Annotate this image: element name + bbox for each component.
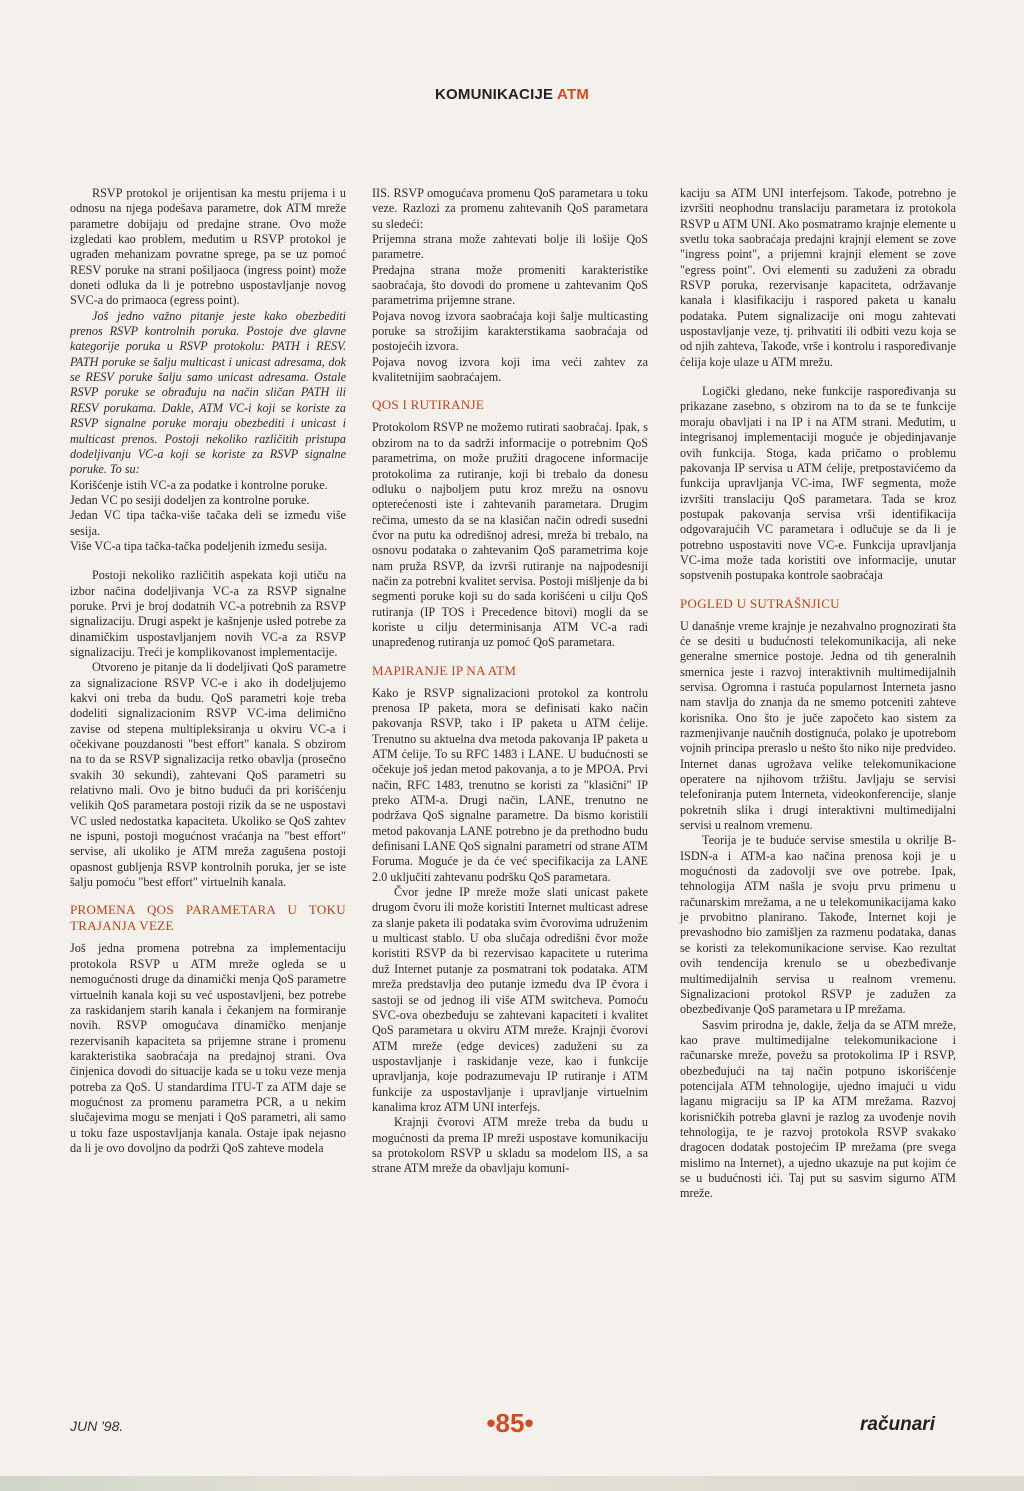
header-title-accent: ATM <box>557 86 590 103</box>
paragraph: Kako je RSVP signalizacioni protokol za kontrolu prenosa IP paketa, mora se definisati kako način pakovanja RSVP, tako i IP paketa u ATM ćelije. Trenutno su aktuelna dva metoda pakovanja IP paketa u ATM ćelije. To su RFC 1483 i LANE. U budućnosti se očekuje još jedan metod pakovanja, a to je MPOA. Prvi način, RFC 1483, trenutno se koristi za "klasični" IP preko ATM-a. Drugi način, LANE, trenutno ne podržava QoS signalne parametre. Da bismo koristili metod pakovanja LANE potrebno je da prethodno budu definisani LANE QoS signalni parametri od strane ATM Foruma. Moguće je da će već specifikacija za LANE 2.0 uključiti zahtevanu podršku QoS parametara. <box>372 685 648 884</box>
page-bottom-edge <box>0 1476 1024 1491</box>
section-heading: PROMENA QOS PARAMETARA U TOKU TRAJANJA VEZE <box>70 902 346 934</box>
paragraph: Još jedna promena potrebna za implementaciju protokola RSVP u ATM mreže ogleda se u nemogućnosti druge da dinamički menja QoS parametre virtuelnih kanala koji su već uspostavljeni, bez potrebe za raskidanjem starih kanala i čekanjem na formiranje novih. RSVP omogućava dinamičko menjanje rezervisanih kapaciteta sa prijemne strane i promenu karakteristika saobraćaja na predajnoj strani. Ova činjenica dovodi do situacije kada se u toku veze menja potreba za QoS. U standardima ITU-T za ATM daje se mogućnost za promenu parametra PCR, a u nekim slučajevima mogu se menjati i QoS parametri, ali samo u toku faze uspostavljanja kanala. Ostaje ipak nejasno da li je ovo dovoljno da podrži QoS zahteve modela <box>70 941 346 1155</box>
list-item: Više VC-a tipa tačka-tačka podeljenih između sesija. <box>70 538 328 553</box>
list-item: Predajna strana može promeniti karakteristike saobraćaja, što dovodi do promene u zahtevanim QoS parametrima prijemne strane. <box>372 262 648 308</box>
list-item: Pojava novog izvora saobraćaja koji šalje multicasting poruke sa strožijim karakterstikama saobraćaja od postojećih izvora. <box>372 308 648 354</box>
paragraph: Krajnji čvorovi ATM mreže treba da budu u mogućnosti da prema IP mreži uspostave komunikaciju sa protokolom RSVP u skladu sa modelom IIS, a sa strane ATM mreže da obavljaju komuni- <box>372 1115 648 1176</box>
paragraph: Postoji nekoliko različitih aspekata koji utiču na izbor načina dodeljivanja VC-a za RSVP signalne poruke. Prvi je broj dodatnih VC-a potrebnih za RSVP signalizaciju. Drugi aspekt je kašnjenje usled potrebe za dinamičkim uspostavljanjem novih VC-a za RSVP signalizaciju. Treći je komplikovanost implementacije. <box>70 568 346 659</box>
paragraph: Logički gledano, neke funkcije raspoređivanja su prikazane zasebno, s obzirom na to da se te funkcije moraju obavljati i na IP i na ATM strani. Međutim, u integrisanoj implementaciji moguće je objedinjavanje ovih funkcija. Stoga, kada pričamo o problemu pakovanja IP servisa u ATM ćelije, pretpostavićemo da funkcija upravljanja VC-ima, IWF segmenta, može izvršiti translaciju QoS parametara. Tada se kroz postupak pakovanja servisa vrši identifikacija odgovarajućih VC parametara i odlučuje se da li je potrebno uspostaviti nove VC-e. Funkcija upravljanja VC-ima može tada koristiti ove informacije, unutar sopstvenih postupaka kontrole saobraćaja <box>680 384 956 583</box>
column-3 <box>680 186 956 1202</box>
issue-date: JUN '98. <box>70 1418 124 1434</box>
paragraph: Protokolom RSVP ne možemo rutirati saobraćaj. Ipak, s obzirom na to da sadrži informacije o potrebnim QoS parametrima, on može pružiti dragocene informacije protokolima za rutiranje, koji bi trebalo da donesu odluku o najboljem putu kroz mrežu na osnovu opterećenosti iste i zahtevanih parametara. Drugim rečima, umesto da se na klasičan način odredi susedni čvor na putu ka odredišnoj adresi, mreža bi trebalo, na osnovu podataka o zahtevanim QoS parametrima koje nam pruža RSVP, da izvrši rutiranje na najpodesniji način za potrebni kvalitet servisa. Postoji mišljenje da bi segmenti poruke koji su do sada korišćeni u cilju QoS rutiranja (IP TOS i Precedence bitovi) mogli da se koriste u cilju determinisanja ATM VC-a radi unapređenog rutiranja uz pomoć QoS parametara. <box>372 420 648 650</box>
column-1 <box>70 186 346 1156</box>
paragraph: Otvoreno je pitanje da li dodeljivati QoS parametre za signalizacione RSVP VC-e i ako ih dodeljujemo kakvi oni treba da budu. QoS parametri koje treba dodeliti signalizacionim RSVP VC-ima delimično zavise od stepena multipleksiranja u okviru VC-a i očekivane pouzdanosti "best effort" kanala. S obzirom na to da se RSVP signalizacija retko obavlja (prosečno svakih 30 sekundi), zahtevani QoS parametri su relativno mali. Ovo je bitno budući da pri korišćenju velikih QoS parametara postoji rizik da se ne uspostavi VC usled nedostatka kapaciteta. Ukoliko se QoS zahtev ne ispuni, postoji mogućnost vraćanja na "best effort" servise, ali ukoliko je ATM mreža zagušena postoji opasnost gubljenja RSVP kontrolnih poruka, jer se iste šalju pomoću "best effort" virtuelnih kanala. <box>70 660 346 890</box>
list-item: Prijemna strana može zahtevati bolje ili lošije QoS parametre. <box>372 232 648 262</box>
page-header <box>0 86 1024 103</box>
magazine-name: računari <box>860 1414 935 1435</box>
paragraph: U današnje vreme krajnje je nezahvalno prognozirati šta će se desiti u budućnosti telekomunikacija, ali neke generalne smernice postoje. Jedna od tih generalnih smernica jeste i razvoj interaktivnih multimedijalnih servisa. Ogromna i rastuća popularnost Interneta jasno nam stavlja do znanja da ne smemo potceniti zahteve korisnika. Ono što je juče započeto kao sistem za razmenjivanje naučnih dostignuća, polako je upotrebom vojnih principa preraslo u nešto što niko nije predvideo. Internet danas ugrožava velike telekomunikacione operatere na njihovom tržištu. Javljaju se servisi telefoniranja putem Interneta, videokonferencije, slanje pokretnih slika i drugi interaktivni multimedijalni servisi u realnom vremenu. <box>680 618 956 833</box>
paragraph: Čvor jedne IP mreže može slati unicast pakete drugom čvoru ili može koristiti Internet multicast adrese za slanje paketa ili podataka svim čvorovima udruženim u multicast stablo. U oba slučaja odredišni čvor može koristiti RSVP da bi rezervisao kapacitete u ruterima duž Internet putanje za posmatrani tok podataka. ATM mreža predstavlja deo putanje između dva IP čvora i sastoji se od jednog ili više ATM switcheva. Pomoću SVC-ova obezbeđuju se zahtevani kapaciteti i kvalitet QoS parametara u okviru ATM mreže. Krajnji čvorovi ATM mreže (edge devices) zaduženi su za uspostavljanje i raskidanje veze, kao i funkcije upravljanja, koje podrazumevaju IP rutiranje i ATM funkcije za uspostavljanje i upravljanje virtuelnim kanalima kroz ATM UNI interfejs. <box>372 885 648 1114</box>
paragraph: kaciju sa ATM UNI interfejsom. Takođe, potrebno je izvršiti neophodnu translaciju parametara iz protokola RSVP u ATM UNI. Ako posmatramo krajnje elemente u svetlu toka saobraćaja predajni krajnji element se zove "ingress point", a prijemni krajnji element se zove "egress point". Ovi elementi su zaduženi za obradu RSVP poruka, rezervisanje kapaciteta, održavanje kanala i klasifikaciju i raspored paketa u kanalu podataka. Putem signalizacije oni mogu zahtevati uspostavljanje veze, tj. prihvatiti ili odbiti vezu koja se od njih zahteva, Takođe, vrše i kontrolu i raspoređivanje ćelija koje ulaze u ATM mrežu. <box>680 186 956 369</box>
paragraph: Sasvim prirodna je, dakle, želja da se ATM mreže, kao prave multimedijalne telekomunikacione i računarske mreže, povežu sa protokolima IP i RSVP, obezbeđujući na taj način potpuno iskorišćenje potencijala ATM tehnologije, ujedno imajući u vidu laganu migraciju sa IP ka ATM mrežama. Razvoj korisničkih potreba glavni je razlog za uvođenje novih tehnologija, te je razvoj protokola RSVP svakako dragocen dodatak postojećim IP mrežama (pre svega mislimo na Internet), a ujedno ukazuje na put kojim će se u budućnosti ići. Taj put su sasvim sigurno ATM mreže. <box>680 1017 956 1201</box>
list-item: Jedan VC po sesiji dodeljen za kontrolne poruke. <box>70 492 310 507</box>
paragraph-italic: Još jedno važno pitanje jeste kako obezbediti prenos RSVP kontrolnih poruka. Postoje dve glavne kategorije poruka u RSVP protokolu: PATH i RESV. PATH poruke se šalju multicast i unicast adresama, dok se RESV poruke šalju samo unicast adresama. Ostale RSVP poruke se obrađuju na način sličan PATH ili RESV porukama. Dakle, ATM VC-i koji se koriste za RSVP signalne poruke moraju obezbediti i unicast i multicast prenos. Postoji nekoliko različitih pristupa dodeljivanju VC-a koji se koriste za RSVP signalne poruke. To su: <box>70 308 346 477</box>
column-2 <box>372 186 648 1177</box>
section-heading: POGLED U SUTRAŠNJICU <box>680 595 840 611</box>
paragraph: RSVP protokol je orijentisan ka mestu prijema i u odnosu na njega podešava parametre, dok ATM mreže parametre dobijaju od predajne strane. Ovo može izgledati kao problem, međutim u RSVP protokol je ugrađen mehanizam povratne sprege, pa se uz pomoć RESV poruke na strani pošiljaoca (ingress point) može doneti odluka da li je potrebno uspostavljanje novog SVC-a do primaoca (egress point). <box>70 186 346 308</box>
section-heading: MAPIRANJE IP NA ATM <box>372 662 517 678</box>
list-item: Korišćenje istih VC-a za podatke i kontrolne poruke. <box>70 477 328 492</box>
paragraph: Teorija je te buduće servise smestila u okrilje B-ISDN-a i ATM-a kao načina prenosa koji je u mogućnosti da zadovolji sve ove potrebe. Ipak, tehnologija ATM našla je svoju prvu primenu u računarskim mrežama, a ne u telekomunikacijama kako je prvobitno planirano. Takođe, Internet koji je prevashodno bio zamišljen za razmenu podataka, danas se koristi za telekomunikacione servise. Kao rezultat ovih tendencija krenulo se u obezbeđivanje multimedijalnih servisa u realnom vremenu. Signalizacioni protokol RSVP je zadužen za obezbeđivanje QoS parametara u IP mrežama. <box>680 833 956 1017</box>
list-item: Jedan VC tipa tačka-više tačaka deli se između više sesija. <box>70 508 346 538</box>
page-number: •85• <box>486 1408 534 1438</box>
list-item: Pojava novog izvora koji ima veći zahtev za kvalitetnijim saobraćajem. <box>372 354 648 385</box>
section-heading: QOS I RUTIRANJE <box>372 397 485 413</box>
paragraph: IIS. RSVP omogućava promenu QoS parametara u toku veze. Razlozi za promenu zahtevanih QoS parametara su sledeći: <box>372 186 648 231</box>
header-title: KOMUNIKACIJE <box>434 86 554 103</box>
